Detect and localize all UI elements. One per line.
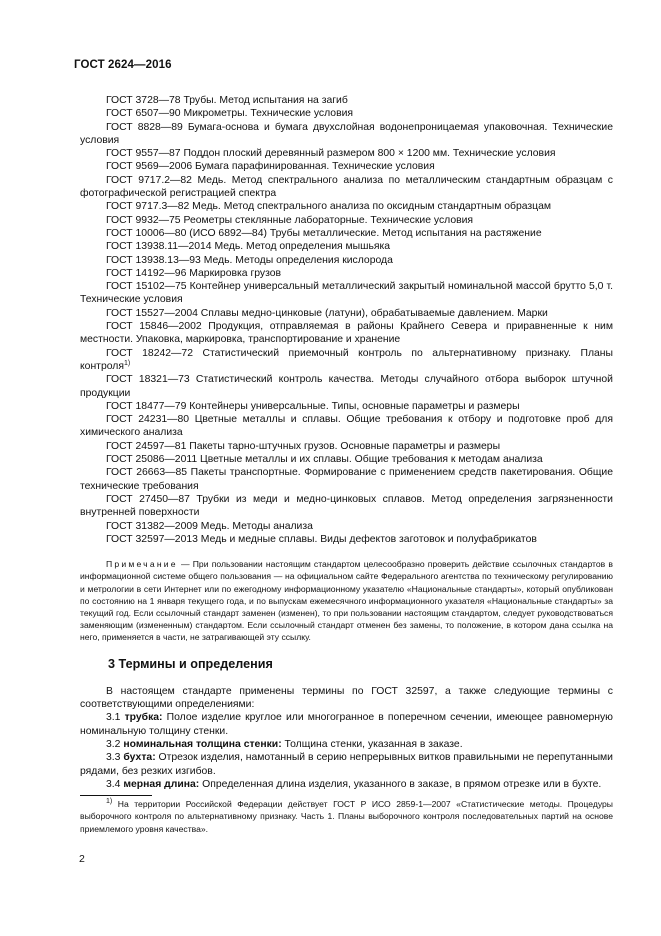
footnote-mark: 1)	[106, 798, 113, 806]
footnote-text: На территории Российской Федерации действует ГОСТ Р ИСО 2859-1—2007 «Статистические методы. Процедуры выборочного контроля по альтернативному признаку. Часть 1. Планы выборочного контроля последовательных партий на основе приемлемого уровня качества».	[80, 799, 613, 834]
reference-line: ГОСТ 32597—2013 Медь и медные сплавы. Виды дефектов заготовок и полуфабрикатов	[106, 533, 537, 545]
term-definition	[80, 778, 613, 791]
page-number: 2	[79, 853, 85, 865]
reference-text: ГОСТ 18242—72 Статистический приемочный контроль по альтернативному признаку. Планы контроля	[80, 347, 613, 372]
document-body	[80, 94, 613, 835]
reference-line: ГОСТ 14192—96 Маркировка грузов	[106, 267, 282, 279]
note-text: — При пользовании настоящим стандартом целесообразно проверить действие ссылочных стандартов в информационной системе общего пользования — на официальном сайте Федерального агентства по техническому регулированию и метрологии в сети Интернет или по ежегодному информационному указателю «Национальные стандарты», который опубликован по состоянию на 1 января текущего года, и по выпускам ежемесячного информационного указателя «Национальные стандарты» за текущий год. Если ссылочный стандарт заменен (изменен), то при пользовании настоящим стандартом, следует руководствоваться заменяющим (измененным) стандартом. Если ссылочный стандарт отменен без замены, то положение, в котором дана ссылка на него, применяется в части, не затрагивающей эту ссылку.	[80, 559, 613, 643]
term-number: 3.2	[106, 739, 124, 750]
term-number: 3.4	[106, 778, 124, 790]
section-title: 3 Термины и определения	[108, 656, 273, 671]
term-name: трубка:	[124, 712, 163, 724]
intro-paragraph: В настоящем стандарте применены термины по ГОСТ 32597, а также следующие термины с соответствующими определениями:	[80, 685, 613, 711]
term-name: мерная длина:	[123, 778, 200, 790]
reference-line: ГОСТ 24231—80 Цветные металлы и сплавы. Общие требования к отбору и подготовке проб для химического анализа	[80, 414, 613, 439]
term-definition	[80, 751, 613, 778]
term-name: номинальная толщина стенки:	[123, 739, 282, 750]
reference-line: ГОСТ 10006—80 (ИСО 6892—84) Трубы металлические. Метод испытания на растяжение	[106, 227, 542, 239]
footnote-marker: 1)	[123, 359, 131, 367]
reference-line: ГОСТ 8828—89 Бумага-основа и бумага двухслойная водонепроницаемая упаковочная. Технические условия	[80, 121, 613, 146]
reference-line: ГОСТ 9569—2006 Бумага парафинированная. Технические условия	[106, 161, 435, 173]
reference-line: ГОСТ 15527—2004 Сплавы медно-цинковые (латуни), обрабатываемые давлением. Марки	[106, 307, 548, 319]
reference-line: ГОСТ 9557—87 Поддон плоский деревянный размером 800 × 1200 мм. Технические условия	[106, 148, 556, 160]
term-def: Толщина стенки, указанная в заказе.	[281, 739, 463, 750]
term-def: Полое изделие круглое или многогранное в поперечном сечении, имеющее равномерную номинальную толщину стенки.	[80, 712, 613, 737]
reference-line: ГОСТ 13938.13—93 Медь. Методы определения кислорода	[106, 254, 393, 266]
reference-line: ГОСТ 9932—75 Реометры стеклянные лабораторные. Технические условия	[106, 214, 474, 226]
reference-line: ГОСТ 9717.2—82 Медь. Метод спектрального анализа по металлическим стандартным образцам с фотографической регистрацией спектра	[80, 174, 613, 200]
reference-line: ГОСТ 18477—79 Контейнеры универсальные. Типы, основные параметры и размеры	[106, 400, 520, 412]
reference-line: ГОСТ 15846—2002 Продукция, отправляемая в районы Крайнего Севера и приравненные к ним местности. Упаковка, маркировка, транспортирование и хранение	[80, 321, 613, 346]
reference-line: ГОСТ 9717.3—82 Медь. Метод спектрального анализа по оксидным стандартным образцам	[106, 201, 552, 213]
reference-line: ГОСТ 31382—2009 Медь. Методы анализа	[106, 520, 313, 532]
reference-line: ГОСТ 27450—87 Трубки из меди и медно-цинковых сплавов. Метод определения загрязненности внутренней поверхности	[80, 493, 613, 519]
reference-line: ГОСТ 26663—85 Пакеты транспортные. Формирование с применением средств пакетирования. Общие технические требования	[80, 467, 613, 492]
reference-line-footnoted	[80, 347, 613, 374]
reference-line: ГОСТ 13938.11—2014 Медь. Метод определения мышьяка	[106, 241, 391, 253]
reference-line: ГОСТ 24597—81 Пакеты тарно-штучных грузов. Основные параметры и размеры	[106, 440, 501, 452]
term-number: 3.1	[106, 712, 125, 724]
reference-line: ГОСТ 18321—73 Статистический контроль качества. Методы случайного отбора выборок штучной продукции	[80, 374, 613, 399]
footnote-divider	[80, 795, 152, 796]
reference-line: ГОСТ 6507—90 Микрометры. Технические условия	[106, 108, 354, 120]
term-definition	[80, 711, 613, 738]
footnote	[80, 798, 613, 835]
note-paragraph	[80, 558, 613, 643]
document-header: ГОСТ 2624—2016	[74, 59, 172, 71]
reference-line: ГОСТ 25086—2011 Цветные металлы и их сплавы. Общие требования к методам анализа	[106, 454, 543, 466]
term-name: бухта:	[123, 752, 156, 764]
reference-line: ГОСТ 3728—78 Трубы. Метод испытания на загиб	[106, 95, 348, 106]
term-definition	[80, 738, 613, 751]
note-label: Примечание	[106, 559, 178, 570]
term-def: Отрезок изделия, намотанный в серию непрерывных витков правильными не перепутанными рядами, без резких изгибов.	[80, 752, 613, 777]
term-def: Определенная длина изделия, указанного в заказе, в прямом отрезке или в бухте.	[199, 778, 602, 790]
reference-line: ГОСТ 15102—75 Контейнер универсальный металлический закрытый номинальной массой брутто 5,0 т. Технические условия	[80, 281, 613, 306]
term-number: 3.3	[106, 752, 124, 764]
